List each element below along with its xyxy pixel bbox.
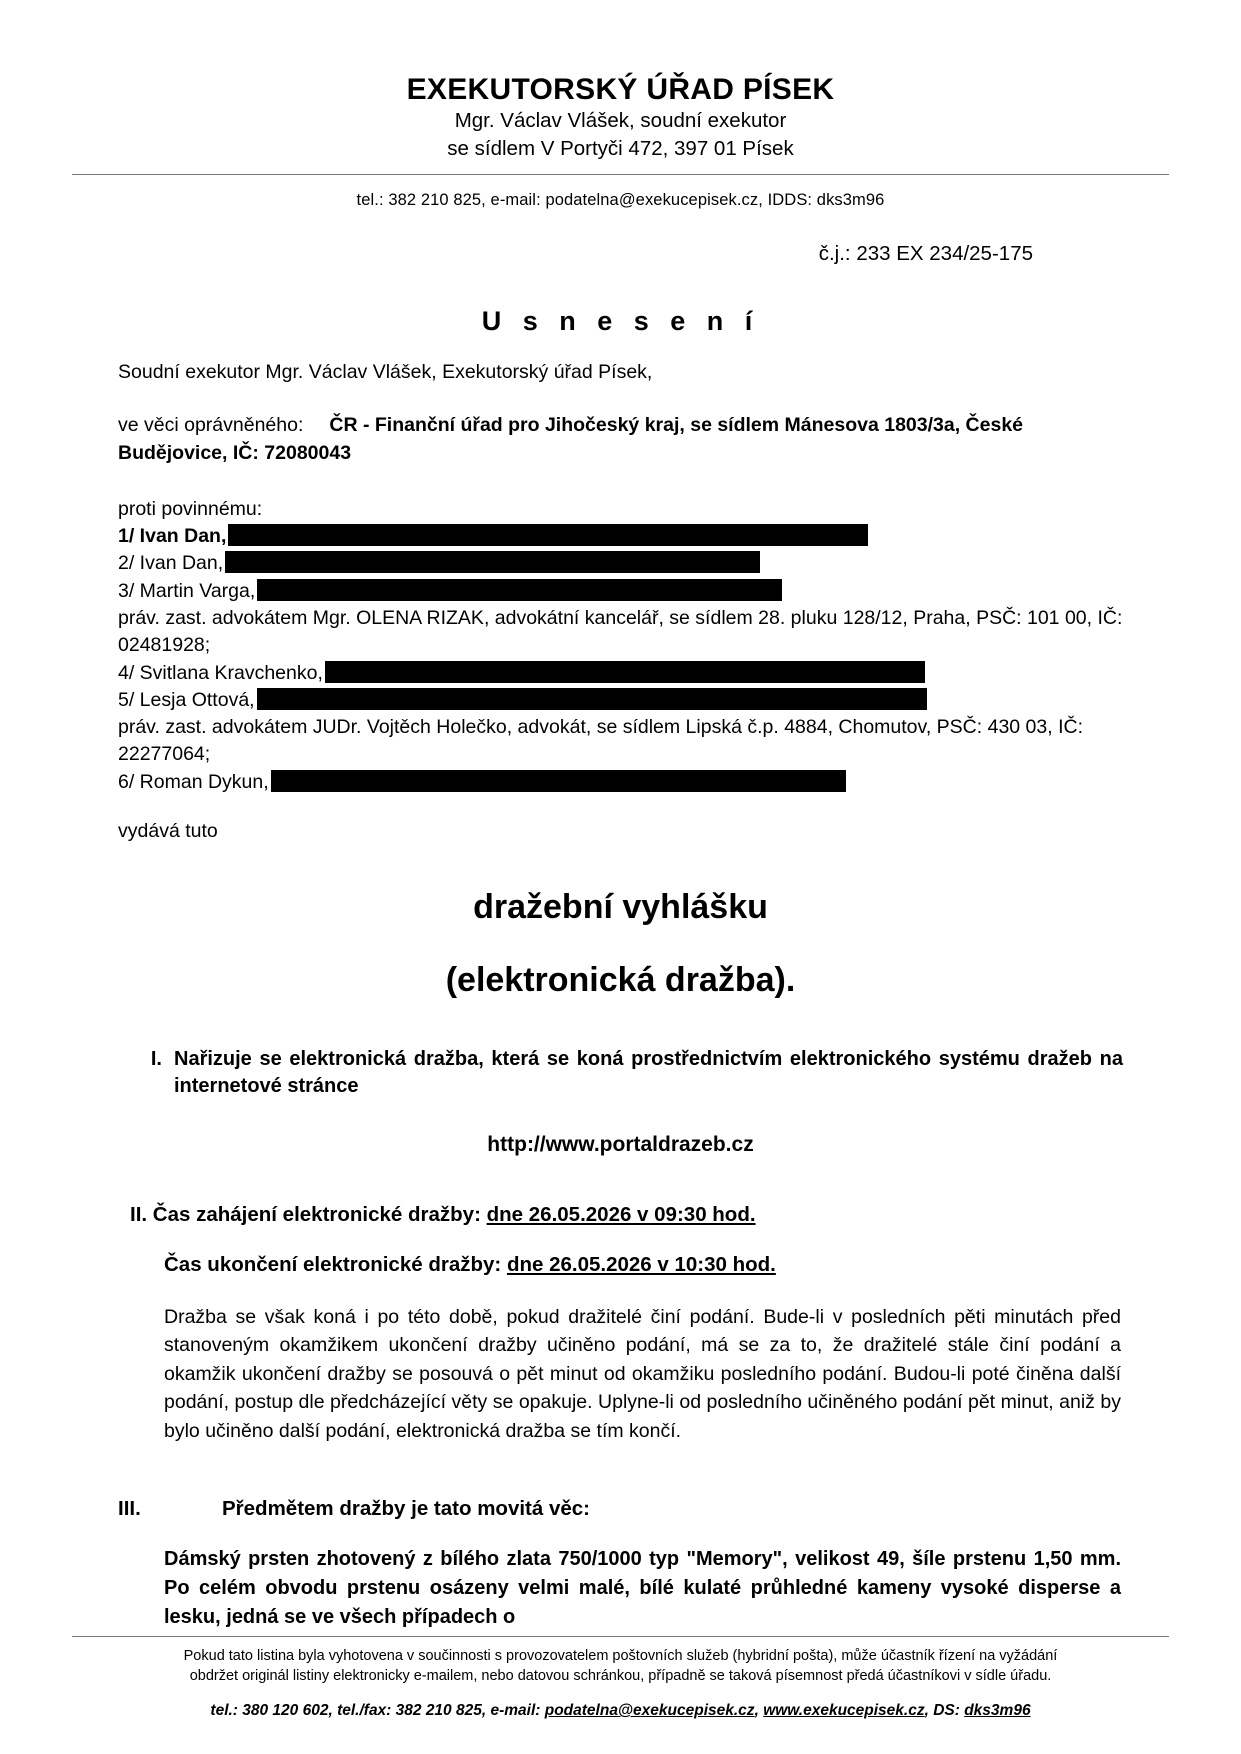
section-2-paragraph: Dražba se však koná i po této době, pokud dražitelé činí podání. Bude-li v posledních pěti minutách před stanoveným okamžikem ukončení dražby učiněno podání, má se za to, že dražitelé stále činí podání a okamžik ukončení dražby se posouvá o pět minut od okamžiku posledního podání. Budou-li poté činěna další podání, postup dle předcházející věty se opakuje. Uplyne-li od posledního učiněného podání pět minut, aniž by bylo učiněno další podání, elektronická dražba se tím končí. xyxy=(164,1305,1121,1442)
auction-notice-heading: dražební vyhlášku xyxy=(473,887,768,926)
footer-data-box-id: dks3m96 xyxy=(964,1702,1031,1719)
auction-end-line xyxy=(164,1253,1123,1277)
redaction-bar xyxy=(325,661,925,683)
footer-website-link[interactable]: www.exekucepisek.cz xyxy=(763,1702,925,1719)
footer-contact-separator: , xyxy=(754,1702,764,1719)
auction-end-label: Čas ukončení elektronické dražby: xyxy=(164,1252,502,1276)
auction-start-label: II. Čas zahájení elektronické dražby: xyxy=(130,1202,481,1226)
case-number: č.j.: 233 EX 234/25-175 xyxy=(818,241,1033,265)
debtor-row xyxy=(118,769,1123,796)
debtor-row xyxy=(118,523,1123,550)
page-footer xyxy=(0,1636,1241,1720)
header-divider xyxy=(72,174,1169,175)
debtor-label: proti povinnému: xyxy=(118,497,263,520)
document-body xyxy=(118,306,1123,1632)
debtor-name: 6/ Roman Dykun, xyxy=(118,770,269,793)
entitled-party-label: ve věci oprávněného: xyxy=(118,414,304,437)
redaction-bar xyxy=(228,524,868,546)
footer-email-link[interactable]: podatelna@exekucepisek.cz xyxy=(544,1702,755,1719)
redaction-bar xyxy=(257,579,782,601)
redaction-bar xyxy=(225,551,760,573)
intro-paragraph: Soudní exekutor Mgr. Václav Vlášek, Exekutorský úřad Písek, xyxy=(118,360,653,383)
redaction-bar xyxy=(257,688,927,710)
debtor-name: 2/ Ivan Dan, xyxy=(118,552,224,575)
section-3-title: Předmětem dražby je tato movitá věc: xyxy=(222,1497,590,1521)
legal-representative-1: práv. zast. advokátem Mgr. OLENA RIZAK, advokátní kancelář, se sídlem 28. pluku 128/12, Praha, PSČ: 101 00, IČ: 02481928; xyxy=(118,606,1123,657)
debtor-name: 3/ Martin Varga, xyxy=(118,579,256,602)
debtor-name: 4/ Svitlana Kravchenko, xyxy=(118,661,323,684)
footer-contact-line xyxy=(0,1702,1241,1720)
redaction-bar xyxy=(271,770,846,792)
letterhead xyxy=(0,0,1241,163)
footer-note-line-1: Pokud tato listina byla vyhotovena v součinnosti s provozovatelem poštovních služeb (hybridní pošta), může účastník řízení na vyžádání xyxy=(183,1648,1058,1664)
legal-representative-2: práv. zast. advokátem JUDr. Vojtěch Holečko, advokát, se sídlem Lipská č.p. 4884, Chomutov, PSČ: 430 03, IČ: 22277064; xyxy=(118,716,1083,766)
debtor-row xyxy=(118,550,1123,577)
section-3 xyxy=(118,1497,1123,1521)
section-3-number: III. xyxy=(118,1497,141,1521)
page-title: U s n e s e n í xyxy=(481,305,760,336)
office-address: se sídlem V Portyči 472, 397 01 Písek xyxy=(447,137,794,161)
auction-start-line xyxy=(130,1203,1123,1227)
debtor-row xyxy=(118,687,1123,714)
header-contact-line: tel.: 382 210 825, e-mail: podatelna@exekucepisek.cz, IDDS: dks3m96 xyxy=(356,190,885,209)
footer-note-line-2: obdržet originál listiny elektronicky e-mailem, nebo datovou schránkou, případně se taková písemnost předá účastníkovi v sídle úřadu. xyxy=(189,1668,1052,1684)
auction-start-value: dne 26.05.2026 v 09:30 hod. xyxy=(486,1202,756,1226)
executor-name: Mgr. Václav Vlášek, soudní exekutor xyxy=(454,109,787,133)
footer-divider xyxy=(72,1636,1169,1637)
auction-end-value: dne 26.05.2026 v 10:30 hod. xyxy=(506,1252,776,1276)
auction-item-description: Dámský prsten zhotovený z bílého zlata 750/1000 typ "Memory", velikost 49, šíle prstenu 1,50 mm. Po celém obvodu prstenu osázeny velmi malé, bílé kulaté průhledné kameny vysoké disperse a lesku, jedná se ve všech případech o xyxy=(164,1548,1121,1628)
organization-name: EXEKUTORSKÝ ÚŘAD PÍSEK xyxy=(406,73,835,106)
footer-contact-prefix: tel.: 380 120 602, tel./fax: 382 210 825, e-mail: xyxy=(210,1702,545,1719)
issues-statement: vydává tuto xyxy=(118,820,218,843)
debtor-party-block xyxy=(118,496,1123,796)
entitled-party-block xyxy=(118,412,1123,467)
auction-type-heading: (elektronická dražba). xyxy=(445,960,796,999)
entitled-party-value: ČR - Finanční úřad pro Jihočeský kraj, se sídlem Mánesova 1803/3a, České Budějovice, IČ: 72080043 xyxy=(118,414,1024,465)
footer-note xyxy=(0,1646,1241,1686)
debtor-row xyxy=(118,578,1123,605)
auction-portal-url[interactable]: http://www.portaldrazeb.cz xyxy=(487,1132,754,1156)
debtor-row xyxy=(118,660,1123,687)
debtor-name: 1/ Ivan Dan, xyxy=(118,525,227,548)
section-1 xyxy=(118,1046,1123,1101)
debtor-name: 5/ Lesja Ottová, xyxy=(118,688,255,711)
footer-contact-ds-label: , DS: xyxy=(924,1702,965,1719)
section-1-text: Nařizuje se elektronická dražba, která se koná prostřednictvím elektronického systému dražeb na internetové stránce xyxy=(174,1047,1123,1098)
section-1-number: I. xyxy=(150,1047,162,1070)
